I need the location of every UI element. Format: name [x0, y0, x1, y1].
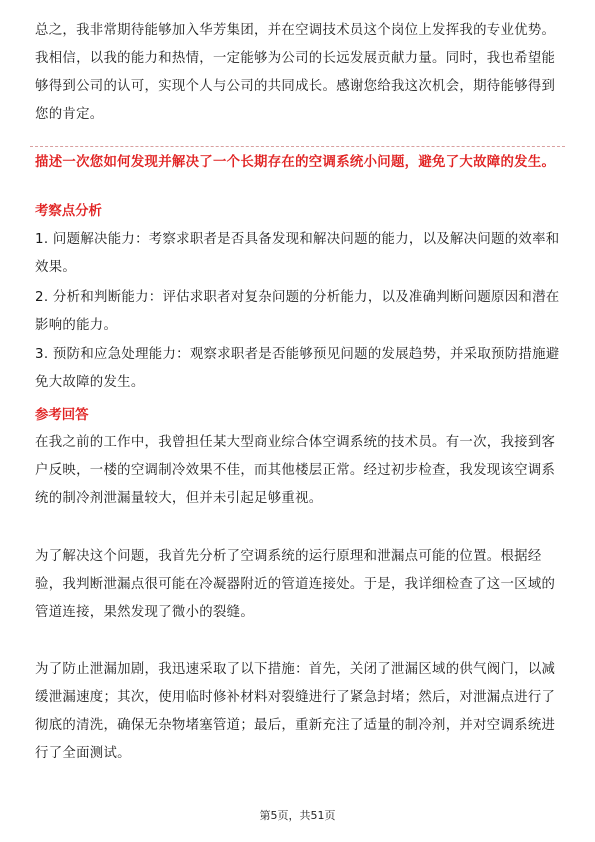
analysis-item-3: 3. 预防和应急处理能力：观察求职者是否能够预见问题的发展趋势，并采取预防措施避免大故障的发生。 — [35, 347, 560, 390]
answer-heading: 参考回答 — [35, 408, 89, 423]
answer-paragraph-1: 在我之前的工作中，我曾担任某大型商业综合体空调系统的技术员。有一次，我接到客户反映，一楼的空调制冷效果不佳，而其他楼层正常。经过初步检查，我发现该空调系统的制冷剂泄漏量较大，但并未引起足够重视。 — [35, 435, 556, 506]
analysis-heading: 考察点分析 — [35, 204, 102, 219]
answer-paragraph-3: 为了防止泄漏加剧，我迅速采取了以下措施：首先，关闭了泄漏区域的供气阀门，以减缓泄漏速度；其次，使用临时修补材料对裂缝进行了紧急封堵；然后，对泄漏点进行了彻底的清洗，确保无杂物堵塞管道；最后，重新充注了适量的制冷剂，并对空调系统进行了全面测试。 — [35, 662, 556, 761]
analysis-item-2: 2. 分析和判断能力：评估求职者对复杂问题的分析能力，以及准确判断问题原因和潜在影响的能力。 — [35, 290, 560, 333]
interview-question: 描述一次您如何发现并解决了一个长期存在的空调系统小问题，避免了大故障的发生。 — [35, 155, 556, 170]
analysis-item-1: 1. 问题解决能力：考察求职者是否具备发现和解决问题的能力，以及解决问题的效率和效果。 — [35, 232, 560, 275]
answer-paragraph-2: 为了解决这个问题，我首先分析了空调系统的运行原理和泄漏点可能的位置。根据经验，我判断泄漏点很可能在冷凝器附近的管道连接处。于是，我详细检查了这一区域的管道连接，果然发现了微小的裂缝。 — [35, 549, 556, 620]
page-footer: 第5页，共51页 — [259, 809, 336, 822]
section-divider — [30, 146, 565, 147]
intro-paragraph: 总之，我非常期待能够加入华芳集团，并在空调技术员这个岗位上发挥我的专业优势。我相信，以我的能力和热情，一定能够为公司的长远发展贡献力量。同时，我也希望能够得到公司的认可，实现个人与公司的共同成长。感谢您给我这次机会，期待能够得到您的肯定。 — [35, 23, 556, 122]
